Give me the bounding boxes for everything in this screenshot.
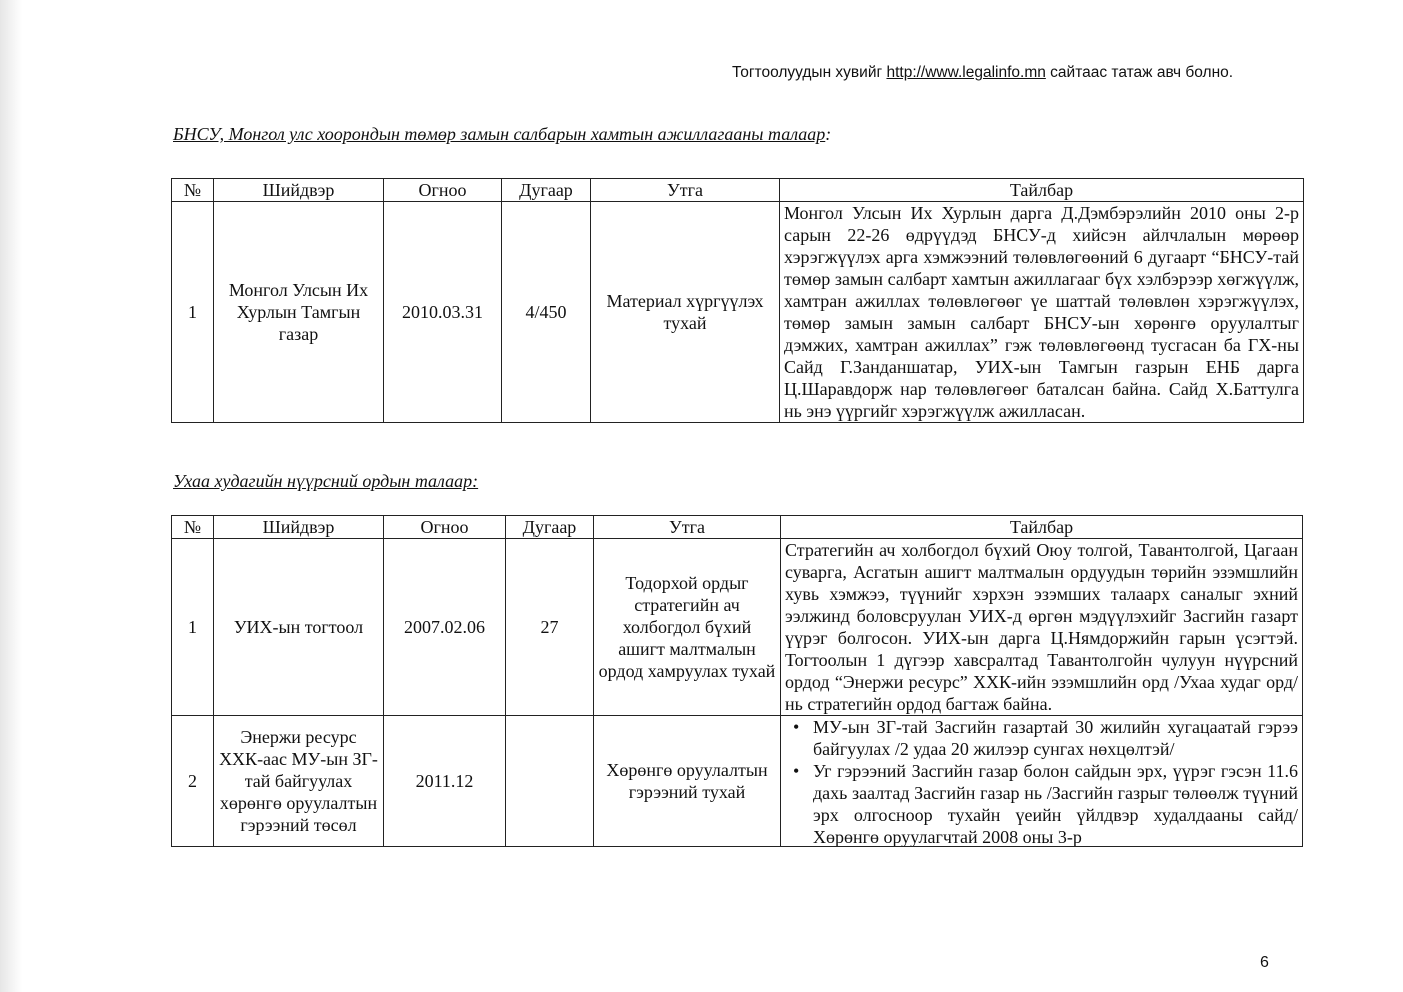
page-number: 6 xyxy=(1260,954,1269,971)
cell-subject: Тодорхой ордыг стратегийн ач холбогдол бүхий ашигт малтмалын ордод хамруулах тухай xyxy=(594,539,781,716)
cell-date: 2011.12 xyxy=(384,716,506,847)
header-note-suffix: сайтаас татаж авч болно. xyxy=(1050,64,1234,81)
table-header-row xyxy=(172,179,1304,202)
cell-number: 4/450 xyxy=(502,202,591,423)
note-clip xyxy=(785,716,1298,846)
section1-title xyxy=(173,124,831,145)
section2-title: Ухаа худагийн нүүрсний ордын талаар: xyxy=(173,471,479,491)
table-header-row xyxy=(172,516,1303,539)
cell-note xyxy=(781,716,1303,847)
note-bullet: • МУ-ын ЗГ-тай Засгийн газартай 30 жилийн хугацаатай гэрээ байгуулах /2 удаа 20 жилээр сунгах нөхцөлтэй/ xyxy=(813,716,1298,760)
col-header-number: Дугаар xyxy=(506,516,594,539)
col-header-issuer: Шийдвэр xyxy=(214,179,384,202)
col-header-subject: Утга xyxy=(594,516,781,539)
header-note-prefix: Тогтоолуудын хувийг xyxy=(732,64,883,81)
cell-issuer: УИХ-ын тогтоол xyxy=(214,539,384,716)
cell-no: 1 xyxy=(172,539,214,716)
col-header-no: № xyxy=(172,179,214,202)
col-header-no: № xyxy=(172,516,214,539)
note-bullet: • Уг гэрээний Засгийн газар болон сайдын эрх, үүрэг гэсэн 11.6 дахь заалтад Засгийн газар нь /Засгийн газрыг төлөөлж түүний эрх олгосноор тухайн үеийн үйлдвэр худалдааны сайд/ Хөрөнгө оруулагчтай 2008 оны 3-р xyxy=(813,760,1298,846)
cell-date: 2007.02.06 xyxy=(384,539,506,716)
col-header-note: Тайлбар xyxy=(781,516,1303,539)
cell-subject: Хөрөнгө оруулалтын гэрээний тухай xyxy=(594,716,781,847)
cell-note: Стратегийн ач холбогдол бүхий Оюу толгой, Тавантолгой, Цагаан суварга, Асгатын ашигт малтмалын ордуудын төрийн эзэмшлийн хувь хэмжээ, түүнийг хэрхэн эзэмших талаарх саналыг эхний ээлжинд боловсруулан УИХ-д өргөн мэдүүлэхийг Засгийн газарт үүрэг болгосон. УИХ-ын дарга Ц.Нямдоржийн гарын үсэгтэй. Тогтоолын 1 дүгээр хавсралтад Тавантолгойн чулуун нүүрсний ордод “Энержи ресурс” ХХК-ийн эзэмшлийн орд /Ухаа худаг орд/ нь стратегийн ордод багтаж байна. xyxy=(781,539,1303,716)
cell-note: Монгол Улсын Их Хурлын дарга Д.Дэмбэрэлийн 2010 оны 2-р сарын 22-26 өдрүүдэд БНСУ-д хийсэн айлчлалын мөрөөр хэрэгжүүлэх арга хэмжээний төлөвлөгөөний 6 дугаарт “БНСУ-тай төмөр замын салбарт хамтын ажиллагааг бүх хэлбэрээр хөгжүүлж, хамтран ажиллах төлөвлөгөөг үе шаттай төлөвлөн хэрэгжүүлэх, төмөр замын замын салбарт БНСУ-ын хөрөнгө оруулалтыг дэмжих, хамтран ажиллах” гэж төлөвлөгөөнд тусгасан ба ГХ-ны Сайд Г.Занданшатар, УИХ-ын Тамгын газрын ЕНБ дарга Ц.Шаравдорж нар төлөвлөгөөг баталсан байна. Сайд Х.Баттулга нь энэ үүргийг хэрэгжүүлж ажилласан. xyxy=(780,202,1304,423)
section1-title-text: БНСУ, Монгол улс хоорондын төмөр замын салбарын хамтын ажиллагааны талаар xyxy=(173,124,826,144)
cell-issuer: Энержи ресурс ХХК-аас МУ-ын ЗГ-тай байгуулах хөрөнгө оруулалтын гэрээний төсөл xyxy=(214,716,384,847)
note-bullet-list xyxy=(785,716,1298,846)
cell-issuer: Монгол Улсын Их Хурлын Тамгын газар xyxy=(214,202,384,423)
section2-table xyxy=(171,515,1303,847)
col-header-date: Огноо xyxy=(384,516,506,539)
section1-title-colon: : xyxy=(825,124,832,144)
cell-subject: Материал хүргүүлэх тухай xyxy=(591,202,780,423)
header-note xyxy=(732,64,1233,82)
legalinfo-link[interactable]: http://www.legalinfo.mn xyxy=(886,64,1046,81)
section1-table xyxy=(171,178,1304,423)
col-header-note: Тайлбар xyxy=(780,179,1304,202)
col-header-date: Огноо xyxy=(384,179,502,202)
cell-number: 27 xyxy=(506,539,594,716)
cell-no: 1 xyxy=(172,202,214,423)
col-header-subject: Утга xyxy=(591,179,780,202)
col-header-number: Дугаар xyxy=(502,179,591,202)
table-row xyxy=(172,539,1303,716)
cell-number xyxy=(506,716,594,847)
scan-edge-shadow xyxy=(0,0,22,992)
cell-date: 2010.03.31 xyxy=(384,202,502,423)
cell-no: 2 xyxy=(172,716,214,847)
col-header-issuer: Шийдвэр xyxy=(214,516,384,539)
table-row xyxy=(172,202,1304,423)
table-row xyxy=(172,716,1303,847)
